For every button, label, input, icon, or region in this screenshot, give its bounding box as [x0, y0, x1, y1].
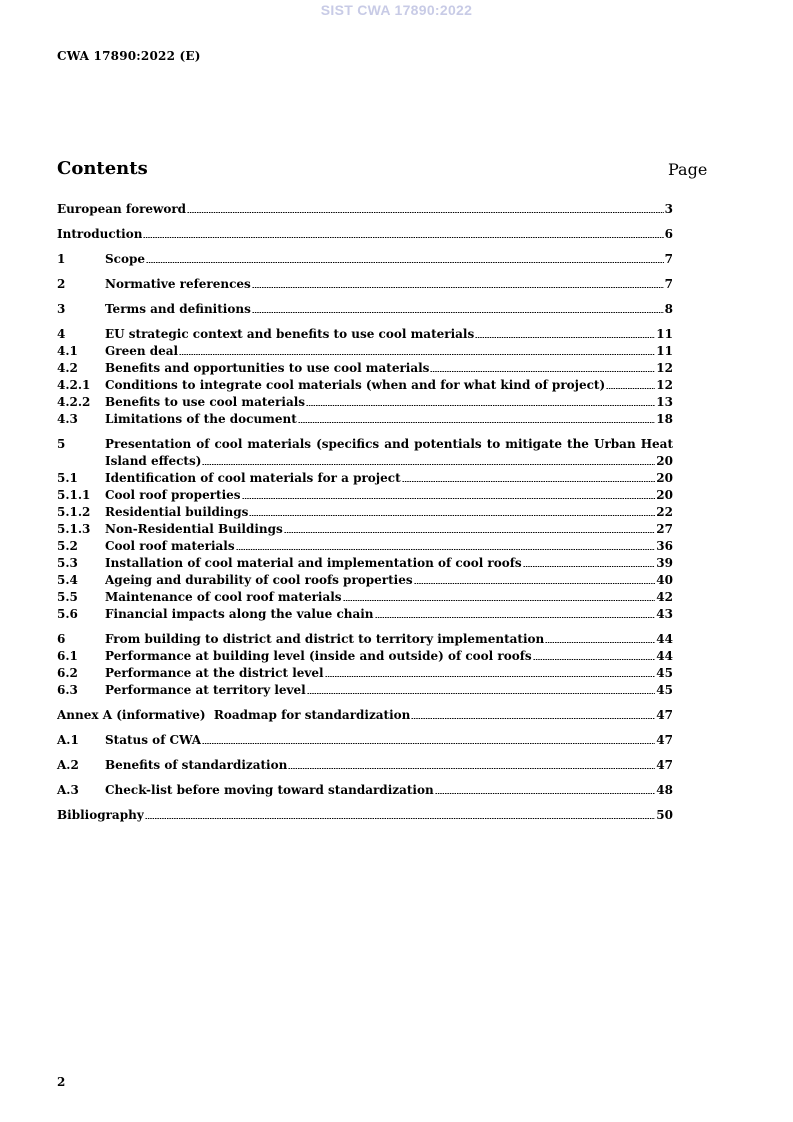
toc-entry-page: 48 [656, 783, 673, 797]
toc-entry-page: 3 [664, 202, 673, 216]
toc-entry-number: 5.1 [57, 471, 78, 485]
toc-entry-title: Financial impacts along the value chain [105, 607, 374, 621]
toc-entry-page: 8 [664, 302, 673, 316]
toc-entry-page: 20 [656, 488, 673, 502]
toc-entry-5-1-3[interactable] [57, 521, 673, 538]
document-id: CWA 17890:2022 (E) [57, 49, 201, 63]
leader-dots [430, 370, 655, 373]
toc-entry-page: 22 [656, 505, 673, 519]
toc-entry-page: 11 [656, 344, 673, 358]
toc-entry-page: 44 [656, 632, 673, 646]
toc-entry-title: Introduction [57, 227, 143, 241]
toc-entry-page: 18 [656, 412, 673, 426]
toc-entry-5-4[interactable] [57, 572, 673, 589]
toc-entry-4-2-1[interactable] [57, 377, 673, 394]
leader-dots [306, 404, 655, 407]
toc-entry-3[interactable] [57, 301, 673, 318]
toc-entry-page: 27 [656, 522, 673, 536]
toc-entry-page: 45 [656, 666, 673, 680]
toc-entry-5[interactable] [57, 436, 673, 470]
toc-entry-title: Identification of cool materials for a project [105, 471, 401, 485]
toc-entry-4-2-2[interactable] [57, 394, 673, 411]
toc-entry-bibliography[interactable] [57, 807, 673, 824]
toc-entry-number: 6.2 [57, 666, 78, 680]
leader-dots [236, 548, 656, 551]
toc-entry-5-6[interactable] [57, 606, 673, 623]
toc-entry-page: 44 [656, 649, 673, 663]
toc-entry-number: A.3 [57, 783, 79, 797]
leader-dots [545, 641, 655, 644]
toc-entry-number: 5.6 [57, 607, 78, 621]
page-column-label: Page [668, 160, 708, 179]
toc-entry-title: Installation of cool material and implementation of cool roofs [105, 556, 522, 570]
leader-dots [249, 514, 655, 517]
toc-entry-number: A.1 [57, 733, 79, 747]
toc-entry-title: Performance at the district level [105, 666, 324, 680]
toc-entry-number: 5.1.2 [57, 505, 91, 519]
toc-entry-title-continued: Island effects) [105, 454, 202, 468]
leader-dots [307, 692, 656, 695]
toc-entry-page: 36 [656, 539, 673, 553]
toc-entry-page: 20 [656, 454, 673, 468]
toc-entry-title: Conditions to integrate cool materials (when and for what kind of project) [105, 378, 606, 392]
toc-entry-4[interactable] [57, 326, 673, 343]
toc-entry-title: Annex A (informative) Roadmap for standardization [57, 708, 411, 722]
toc-entry-a-2[interactable] [57, 757, 673, 774]
leader-dots [402, 480, 656, 483]
toc-entry-page: 42 [656, 590, 673, 604]
toc-entry-5-2[interactable] [57, 538, 673, 555]
leader-dots [414, 582, 656, 585]
toc-entry-6-1[interactable] [57, 648, 673, 665]
toc-entry-number: 5.5 [57, 590, 78, 604]
toc-entry-annex-a[interactable] [57, 707, 673, 724]
toc-entry-title: Normative references [105, 277, 251, 291]
toc-entry-page: 7 [664, 252, 673, 266]
toc-entry-5-1-2[interactable] [57, 504, 673, 521]
toc-entry-4-2[interactable] [57, 360, 673, 377]
toc-entry-title: Benefits to use cool materials [105, 395, 306, 409]
toc-entry-a-3[interactable] [57, 782, 673, 799]
toc-entry-2[interactable] [57, 276, 673, 293]
toc-entry-title: Cool roof materials [105, 539, 235, 553]
toc-entry-a-1[interactable] [57, 732, 673, 749]
toc-entry-number: 6 [57, 632, 66, 646]
toc-entry-page: 47 [656, 758, 673, 772]
toc-entry-4-1[interactable] [57, 343, 673, 360]
toc-entry-number: 2 [57, 277, 66, 291]
toc-entry-page: 39 [656, 556, 673, 570]
leader-dots [179, 353, 655, 356]
leader-dots [298, 421, 656, 424]
toc-entry-title: Benefits of standardization [105, 758, 288, 772]
toc-entry-title: Status of CWA [105, 733, 202, 747]
toc-entry-number: 4.2 [57, 361, 78, 375]
toc-entry-page: 7 [664, 277, 673, 291]
leader-dots [606, 387, 655, 390]
toc-entry-title: Ageing and durability of cool roofs properties [105, 573, 413, 587]
toc-entry-6[interactable] [57, 631, 673, 648]
toc-entry-foreword[interactable] [57, 201, 673, 218]
toc-entry-page: 45 [656, 683, 673, 697]
toc-entry-5-5[interactable] [57, 589, 673, 606]
toc-entry-title: Performance at building level (inside and outside) of cool roofs [105, 649, 532, 663]
toc-entry-title: Benefits and opportunities to use cool materials [105, 361, 430, 375]
toc-entry-5-3[interactable] [57, 555, 673, 572]
toc-entry-page: 50 [656, 808, 673, 822]
contents-title: Contents [57, 158, 148, 179]
toc-entry-number: 4.3 [57, 412, 78, 426]
toc-entry-title: Non-Residential Buildings [105, 522, 283, 536]
toc-entry-title: EU strategic context and benefits to use cool materials [105, 327, 475, 341]
toc-entry-number: 6.1 [57, 649, 78, 663]
leader-dots [411, 717, 655, 720]
leader-dots [143, 236, 663, 239]
toc-entry-6-3[interactable] [57, 682, 673, 699]
toc-entry-title: Residential buildings [105, 505, 249, 519]
toc-entry-title: From building to district and district to territory implementation [105, 632, 545, 646]
toc-entry-number: 5.1.1 [57, 488, 91, 502]
toc-entry-number: 4 [57, 327, 66, 341]
leader-dots [523, 565, 656, 568]
toc-entry-page: 47 [656, 708, 673, 722]
toc-entry-5-1-1[interactable] [57, 487, 673, 504]
toc-entry-page: 47 [656, 733, 673, 747]
leader-dots [145, 817, 656, 820]
leader-dots [475, 336, 655, 339]
leader-dots [146, 261, 664, 264]
toc-entry-title: Green deal [105, 344, 179, 358]
toc-entry-number: 6.3 [57, 683, 78, 697]
toc-entry-title: Check-list before moving toward standardization [105, 783, 434, 797]
leader-dots [533, 658, 656, 661]
toc-entry-number: A.2 [57, 758, 79, 772]
toc-entry-title: Cool roof properties [105, 488, 241, 502]
toc-entry-page: 11 [656, 327, 673, 341]
leader-dots [187, 211, 664, 214]
watermark: SIST CWA 17890:2022 [320, 2, 473, 18]
table-of-contents [57, 201, 673, 824]
toc-entry-title: Performance at territory level [105, 683, 306, 697]
toc-entry-title: Terms and definitions [105, 302, 251, 316]
toc-entry-title: Presentation of cool materials (specifics and potentials to mitigate the Urban Heat [105, 437, 673, 451]
toc-entry-number: 1 [57, 252, 66, 266]
leader-dots [288, 767, 655, 770]
toc-entry-page: 6 [664, 227, 673, 241]
toc-entry-number: 5.1.3 [57, 522, 91, 536]
toc-entry-number: 5 [57, 437, 66, 451]
toc-entry-page: 13 [656, 395, 673, 409]
toc-entry-number: 5.3 [57, 556, 78, 570]
leader-dots [284, 531, 656, 534]
toc-entry-number: 5.4 [57, 573, 78, 587]
toc-entry-number: 3 [57, 302, 66, 316]
leader-dots [202, 463, 655, 466]
toc-entry-1[interactable] [57, 251, 673, 268]
leader-dots [202, 742, 655, 745]
toc-entry-number: 4.2.2 [57, 395, 91, 409]
toc-entry-introduction[interactable] [57, 226, 673, 243]
leader-dots [343, 599, 656, 602]
toc-entry-title: European foreword [57, 202, 187, 216]
toc-entry-title: Limitations of the document [105, 412, 297, 426]
toc-entry-5-1[interactable] [57, 470, 673, 487]
page-number: 2 [57, 1075, 66, 1089]
toc-entry-page: 12 [656, 361, 673, 375]
leader-dots [375, 616, 656, 619]
toc-entry-4-3[interactable] [57, 411, 673, 428]
toc-entry-number: 5.2 [57, 539, 78, 553]
toc-entry-6-2[interactable] [57, 665, 673, 682]
toc-entry-page: 20 [656, 471, 673, 485]
leader-dots [435, 792, 656, 795]
toc-entry-title: Scope [105, 252, 146, 266]
toc-entry-page: 43 [656, 607, 673, 621]
leader-dots [252, 311, 664, 314]
leader-dots [242, 497, 656, 500]
leader-dots [252, 286, 664, 289]
toc-entry-page: 40 [656, 573, 673, 587]
toc-entry-title: Maintenance of cool roof materials [105, 590, 342, 604]
toc-entry-title: Bibliography [57, 808, 144, 822]
toc-entry-page: 12 [656, 378, 673, 392]
leader-dots [325, 675, 656, 678]
toc-entry-number: 4.1 [57, 344, 78, 358]
toc-entry-number: 4.2.1 [57, 378, 91, 392]
